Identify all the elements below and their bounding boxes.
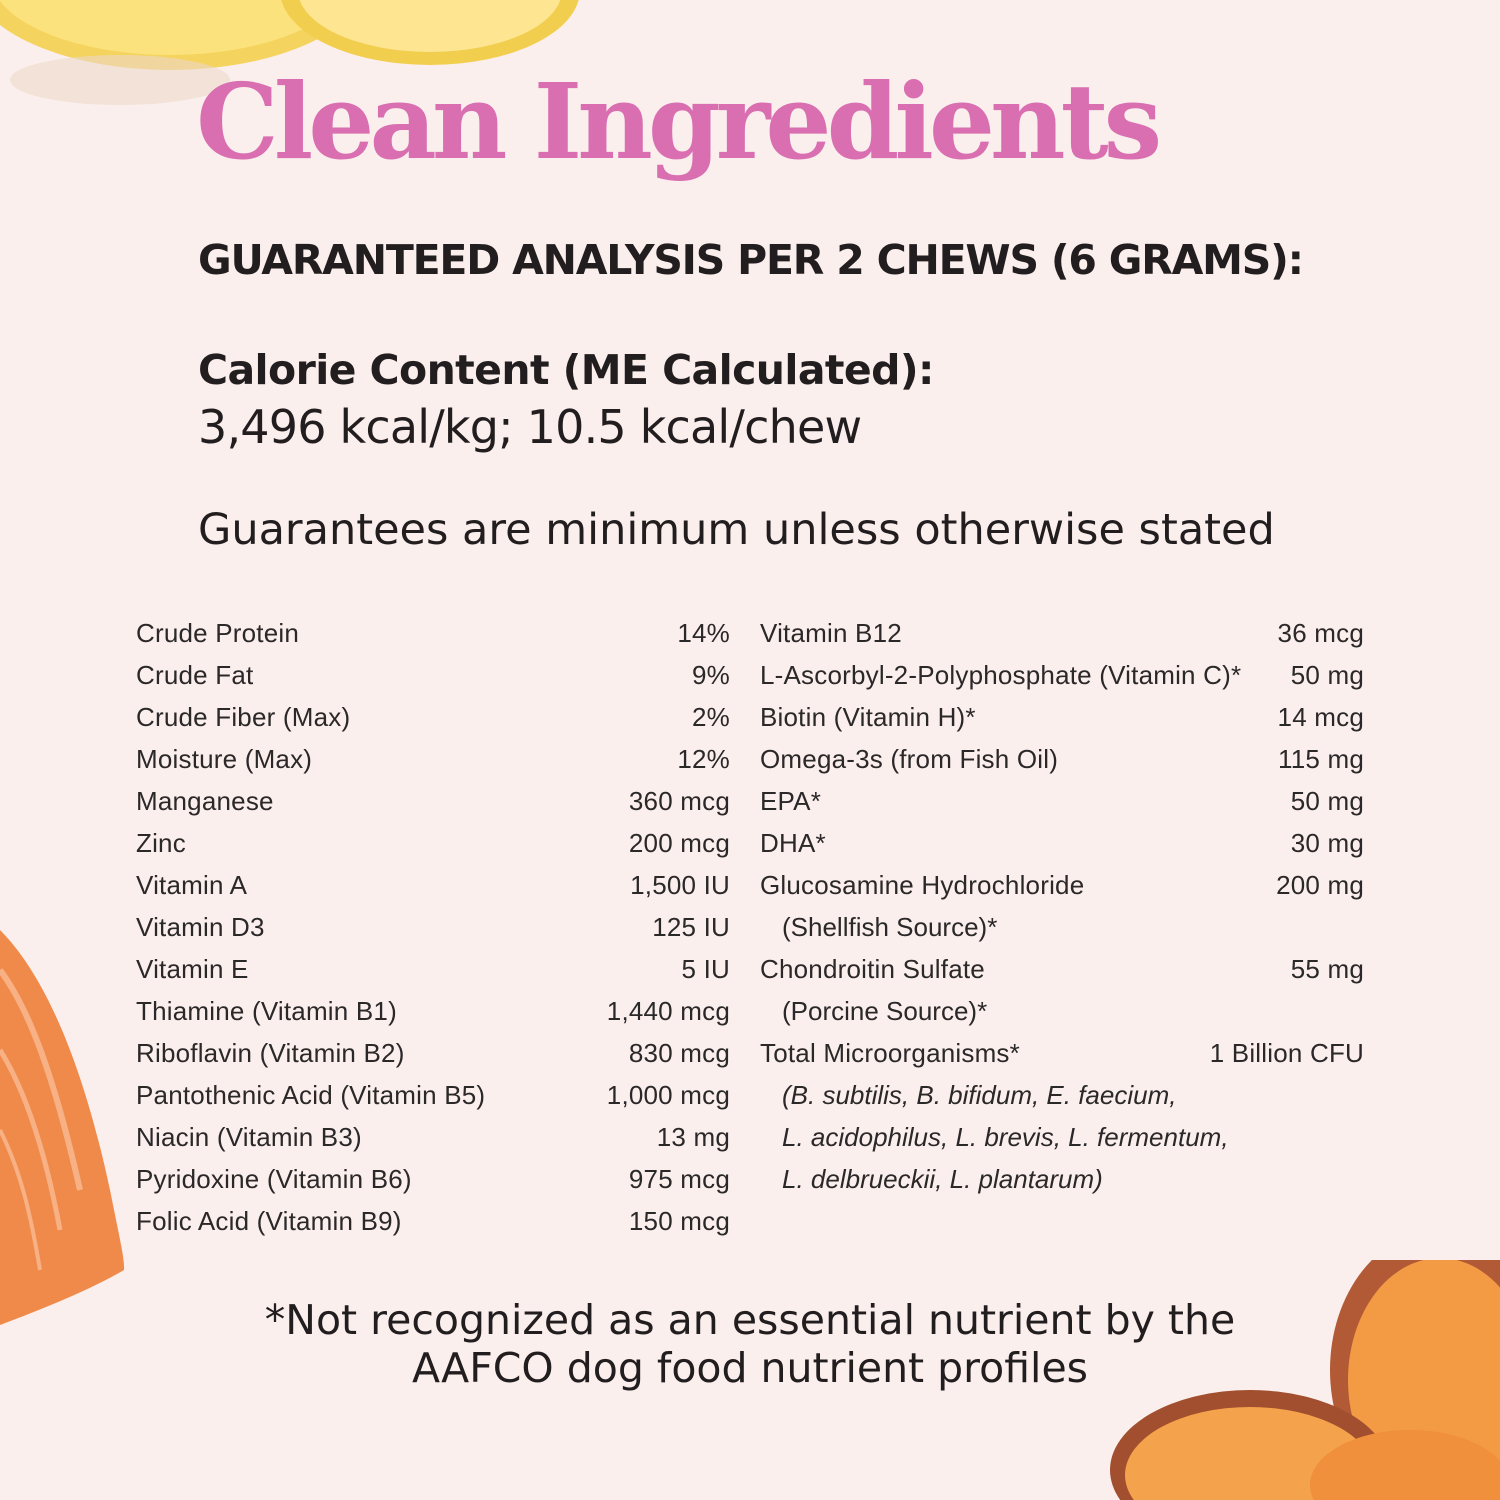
nutrient-row <box>760 654 1364 696</box>
nutrient-row <box>760 948 1364 990</box>
nutrient-value: 150 mcg <box>628 1206 730 1236</box>
nutrient-value: 2% <box>692 702 730 732</box>
nutrient-row <box>136 780 730 822</box>
nutrient-value: 1,440 mcg <box>606 996 730 1026</box>
footnote <box>0 1296 1500 1392</box>
nutrient-row <box>136 1032 730 1074</box>
nutrient-value: 5 IU <box>681 954 730 984</box>
salmon-image <box>0 930 130 1330</box>
nutrient-name: Vitamin A <box>136 870 248 900</box>
nutrient-row <box>136 1158 730 1200</box>
nutrient-row <box>136 948 730 990</box>
nutrient-row <box>760 822 1364 864</box>
nutrient-name: EPA* <box>760 786 822 816</box>
nutrient-name: Crude Protein <box>136 618 300 648</box>
nutrient-value: 115 mg <box>1278 744 1364 774</box>
nutrient-row <box>136 1200 730 1242</box>
nutrient-name: Crude Fat <box>136 660 254 690</box>
nutrient-value: 125 IU <box>652 912 730 942</box>
nutrient-row <box>136 990 730 1032</box>
nutrient-name: Vitamin E <box>136 954 249 984</box>
nutrient-row <box>760 1032 1364 1074</box>
nutrient-row <box>136 906 730 948</box>
nutrient-row <box>136 654 730 696</box>
nutrient-name: L-Ascorbyl-2-Polyphosphate (Vitamin C)* <box>760 660 1242 690</box>
nutrient-name: Omega-3s (from Fish Oil) <box>760 744 1059 774</box>
nutrient-name: Folic Acid (Vitamin B9) <box>136 1206 402 1236</box>
nutrient-row <box>760 696 1364 738</box>
nutrient-value: 13 mg <box>656 1122 730 1152</box>
nutrient-row <box>760 780 1364 822</box>
guarantee-note: Guarantees are minimum unless otherwise stated <box>198 505 1275 555</box>
footnote-line: *Not recognized as an essential nutrient by the <box>264 1296 1236 1344</box>
nutrient-name: Pyridoxine (Vitamin B6) <box>136 1164 412 1194</box>
nutrient-value: 9% <box>692 660 730 690</box>
nutrient-value: 30 mg <box>1290 828 1364 858</box>
nutrient-row <box>136 864 730 906</box>
nutrient-name: Vitamin D3 <box>136 912 265 942</box>
nutrient-name: Manganese <box>136 786 274 816</box>
nutrient-value: 360 mcg <box>628 786 730 816</box>
footnote-line: AAFCO dog food nutrient profiles <box>411 1344 1089 1392</box>
nutrient-name: DHA* <box>760 828 826 858</box>
nutrient-row <box>760 612 1364 654</box>
nutrient-name: Crude Fiber (Max) <box>136 702 351 732</box>
nutrient-row <box>760 738 1364 780</box>
nutrient-table-right <box>760 612 1364 1200</box>
nutrient-name: Pantothenic Acid (Vitamin B5) <box>136 1080 486 1110</box>
nutrient-name: Glucosamine Hydrochloride <box>760 870 1085 900</box>
nutrient-value: 12% <box>677 744 730 774</box>
nutrient-name: Niacin (Vitamin B3) <box>136 1122 362 1152</box>
calorie-content-value: 3,496 kcal/kg; 10.5 kcal/chew <box>198 400 862 454</box>
nutrient-row <box>136 696 730 738</box>
nutrient-row <box>760 864 1364 906</box>
nutrient-name: Moisture (Max) <box>136 744 313 774</box>
nutrient-name: Total Microorganisms* <box>760 1038 1020 1068</box>
microorganism-strains: L. acidophilus, L. brevis, L. fermentum, <box>782 1122 1229 1152</box>
nutrient-value: 1,500 IU <box>630 870 730 900</box>
nutrient-source-note: (Shellfish Source)* <box>782 912 998 942</box>
guaranteed-analysis-heading: GUARANTEED ANALYSIS PER 2 CHEWS (6 GRAMS): <box>198 236 1303 284</box>
nutrient-row <box>136 612 730 654</box>
nutrient-value: 55 mg <box>1290 954 1364 984</box>
nutrient-name: Biotin (Vitamin H)* <box>760 702 976 732</box>
nutrient-source-note: (Porcine Source)* <box>782 996 988 1026</box>
microorganism-strains: L. delbrueckii, L. plantarum) <box>782 1164 1103 1194</box>
nutrient-value: 14% <box>677 618 730 648</box>
nutrient-value: 50 mg <box>1290 660 1364 690</box>
nutrient-value: 830 mcg <box>628 1038 730 1068</box>
nutrient-table-left <box>136 612 730 1242</box>
nutrient-value: 36 mcg <box>1277 618 1364 648</box>
nutrient-value: 14 mcg <box>1277 702 1364 732</box>
nutrient-row <box>136 738 730 780</box>
nutrient-value: 200 mcg <box>628 828 730 858</box>
microorganism-strains: (B. subtilis, B. bifidum, E. faecium, <box>782 1080 1177 1110</box>
nutrient-row <box>136 1116 730 1158</box>
nutrient-value: 50 mg <box>1290 786 1364 816</box>
nutrient-row <box>136 822 730 864</box>
nutrient-name: Zinc <box>136 828 186 858</box>
nutrient-name: Chondroitin Sulfate <box>760 954 985 984</box>
nutrient-name: Vitamin B12 <box>760 618 902 648</box>
nutrient-row <box>136 1074 730 1116</box>
calorie-content-label: Calorie Content (ME Calculated): <box>198 346 934 394</box>
nutrient-value: 1,000 mcg <box>606 1080 730 1110</box>
nutrient-value: 1 Billion CFU <box>1209 1038 1364 1068</box>
nutrient-name: Riboflavin (Vitamin B2) <box>136 1038 405 1068</box>
nutrient-value: 200 mg <box>1276 870 1364 900</box>
page-title: Clean Ingredients <box>196 60 1158 183</box>
nutrient-name: Thiamine (Vitamin B1) <box>136 996 397 1026</box>
nutrient-value: 975 mcg <box>628 1164 730 1194</box>
